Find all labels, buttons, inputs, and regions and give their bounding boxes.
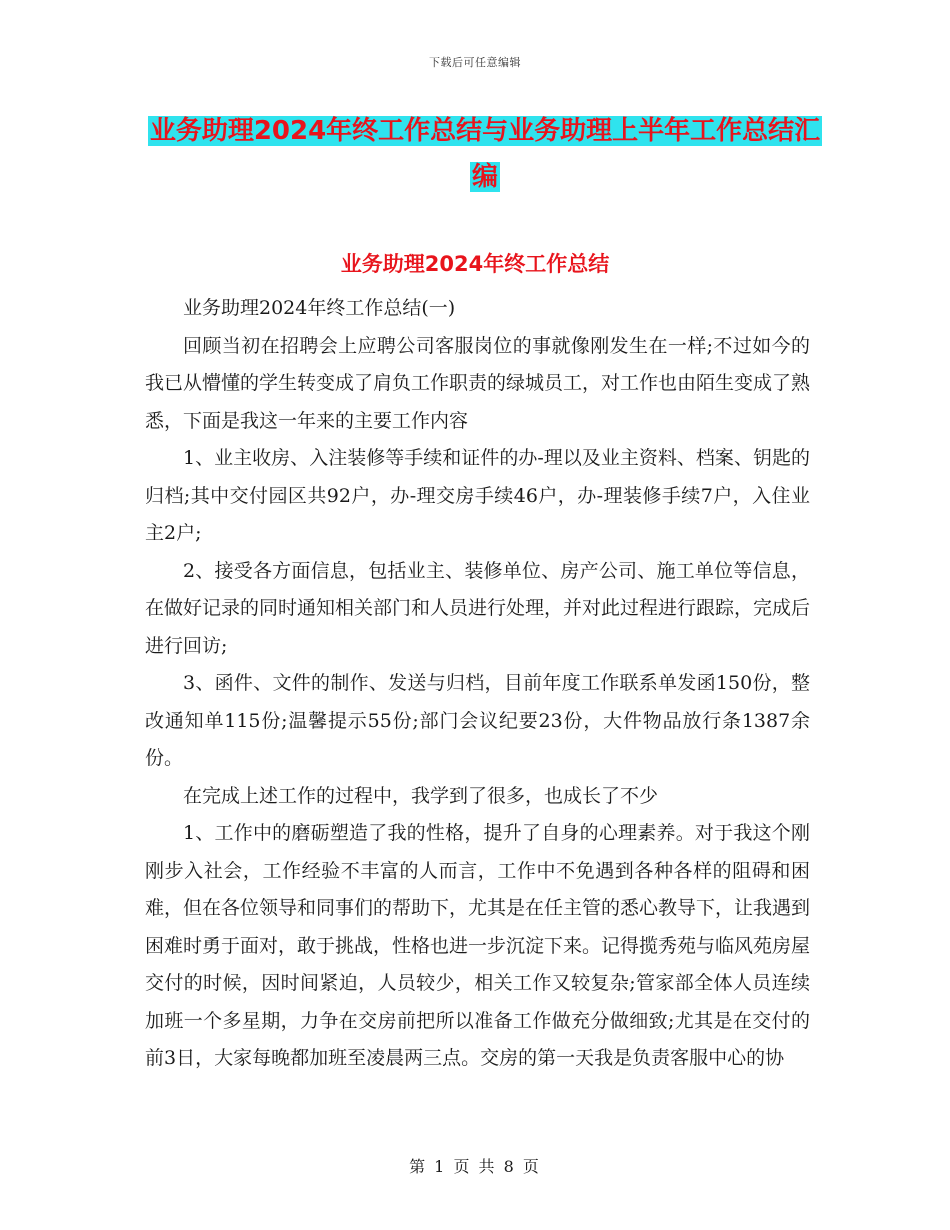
paragraph-subtitle: 业务助理2024年终工作总结(一) [183,297,456,319]
paragraph: 回顾当初在招聘会上应聘公司客服岗位的事就像刚发生在一样;不过如今的我已从懵懂的学生转变成了肩负工作职责的绿城员工，对工作也由陌生变成了熟悉，下面是我这一年来的主要工作内容 [145,334,811,432]
page-number-footer: 第 1 页 共 8 页 [409,1157,541,1176]
paragraph: 2、接受各方面信息，包括业主、装修单位、房产公司、施工单位等信息，在做好记录的同时通知相关部门和人员进行处理，并对此过程进行跟踪，完成后进行回访; [145,559,811,657]
body-text [145,290,810,1078]
section-title: 业务助理2024年终工作总结 [340,252,610,276]
paragraph: 1、工作中的磨砺塑造了我的性格，提升了自身的心理素养。对于我这个刚刚步入社会，工作经验不丰富的人而言，工作中不免遇到各种各样的阻碍和困难，但在各位领导和同事们的帮助下，尤其是在任主管的悉心教导下，让我遇到困难时勇于面对，敢于挑战，性格也进一步沉淀下来。记得揽秀苑与临风苑房屋交付的时候，因时间紧迫，人员较少，相关工作又较复杂;管家部全体人员连续加班一个多星期，力争在交房前把所以准备工作做充分做细致;尤其是在交付的前3日，大家每晚都加班至凌晨两三点。交房的第一天我是负责客服中心的协 [145,822,811,1069]
document-title [140,108,830,200]
paragraph: 3、函件、文件的制作、发送与归档，目前年度工作联系单发函150份，整改通知单115份;温馨提示55份;部门会议纪要23份，大件物品放行条1387余份。 [145,672,810,769]
header-note: 下载后可任意编辑 [429,56,521,69]
paragraph: 在完成上述工作的过程中，我学到了很多，也成长了不少 [183,784,659,807]
document-title-text: 业务助理2024年终工作总结与业务助理上半年工作总结汇编 [149,116,821,192]
paragraph: 1、业主收房、入注装修等手续和证件的办-理以及业主资料、档案、钥匙的归档;其中交付园区共92户，办-理交房手续46户，办-理装修手续7户，入住业主2户; [145,447,810,544]
